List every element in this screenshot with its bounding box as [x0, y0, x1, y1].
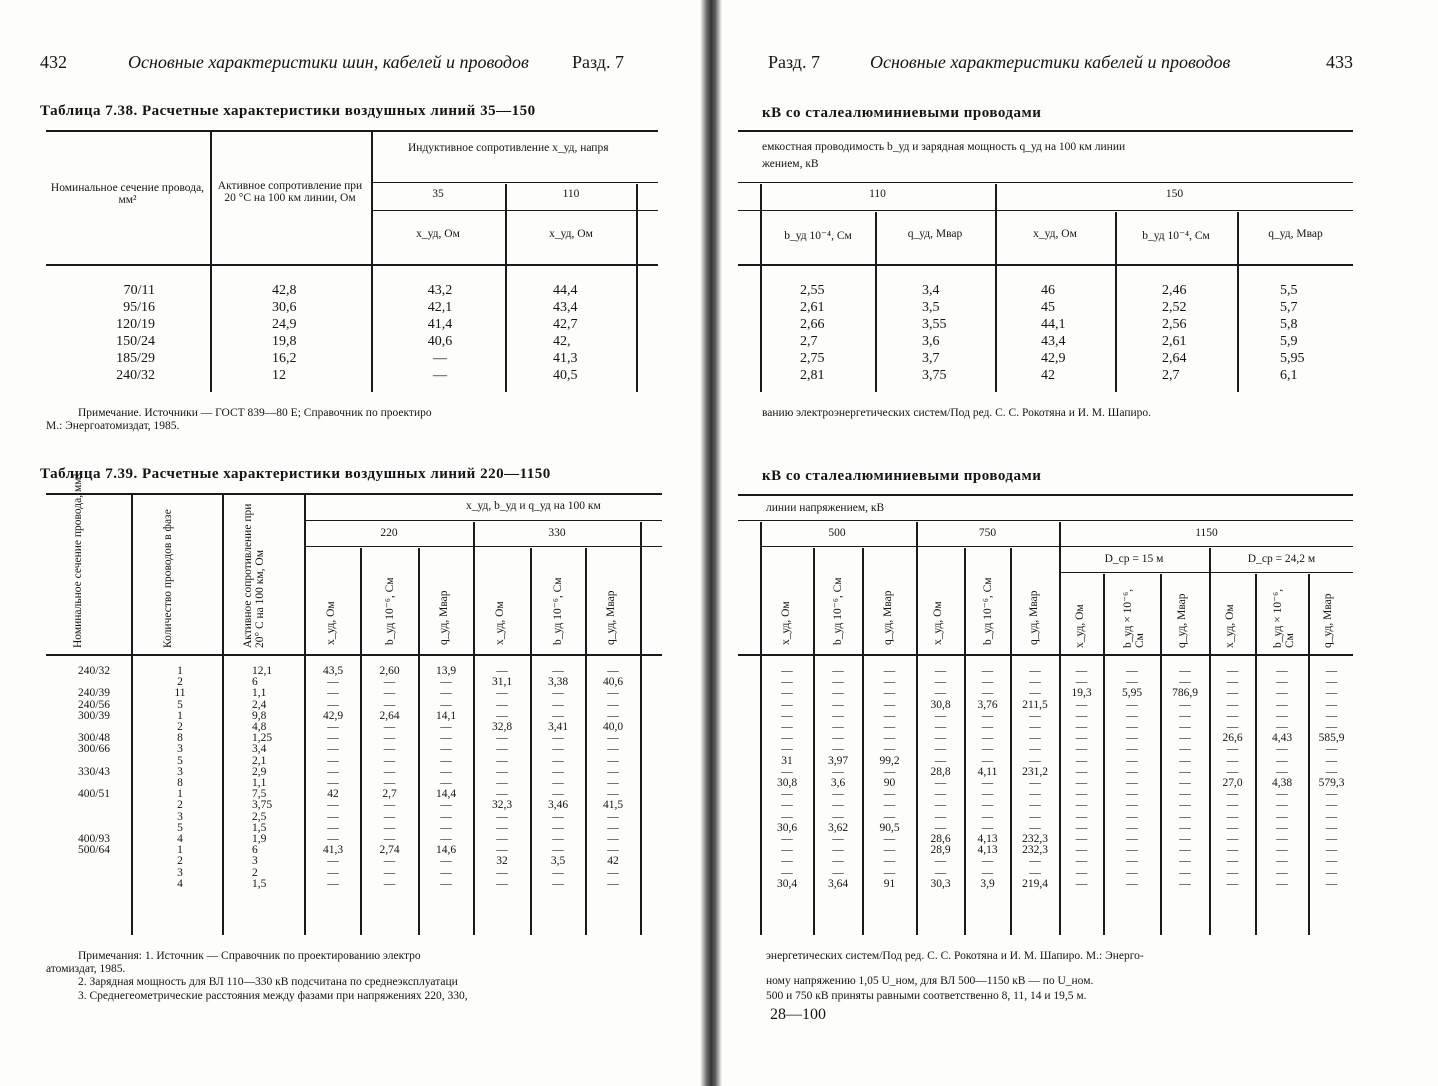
t739-col-220q: 13,9 — — — 14,1 — — — — — — 14,4 — — — — 14,6 — — — [435, 665, 457, 890]
t739r-h-750q: q_уд, Мвар [1028, 590, 1040, 645]
t738r-h-b150: b_уд 10⁻⁴, См [1142, 230, 1210, 242]
t739-h-220: 220 [380, 527, 398, 539]
t738-note-2: М.: Энергоатомиздат, 1985. [46, 420, 180, 432]
t739-col-resist: 12,1 6 1,1 2,4 9,8 4,8 1,25 3,4 2,1 2,9 1,1 7,5 3,75 2,5 1,5 1,9 6 3 2 1,5 [252, 665, 273, 890]
t738-h-110: 110 [562, 188, 580, 200]
t738-note: Примечание. Источники — ГОСТ 839—80 Е; Справочник по проектиро [78, 407, 432, 419]
t738r-h-x150: x_уд, Ом [1033, 228, 1077, 240]
t739-col-section: 240/32 240/39 240/56 300/39 300/48 300/66 330/43 400/51 400/93 500/64 [78, 665, 110, 857]
t738-col-110: 44,4 43,4 42,7 42, 41,3 40,5 [553, 283, 578, 383]
t739-h-220q: q_уд, Мвар [438, 590, 450, 645]
t739-note-3: 3. Среднегеометрические расстояния между фазами при напряжениях 220, 330, [78, 990, 468, 1002]
t739r-h-d15: D_ср = 15 м [1104, 553, 1164, 565]
t739r-col-750q: — — — 211,5 — — — — — 231,2 — — — — — 232,3 232,3 — — 219,4 [1022, 665, 1048, 890]
table-739-caption: Таблица 7.39. Расчетные характеристики воздушных линий 220—1150 [40, 466, 551, 482]
t738-col-section: 70/11 95/16 120/19 150/24 185/29 240/32 [116, 283, 155, 383]
t738-h-xud-110: x_уд, Ом [549, 228, 593, 240]
book-spine [700, 0, 722, 1086]
t739r-h-750: 750 [978, 527, 997, 539]
t739r-col-15b: — — 5,95 — — — — — — — — — — — — — — — — — [1121, 665, 1143, 890]
t739r-col-24q: — — — — — — 585,9 — — — 579,3 — — — — — — — — — [1318, 665, 1345, 890]
t739-h-group: x_уд, b_уд и q_уд на 100 км [466, 500, 601, 512]
t739-col-330b: — 3,38 — — — 3,41 — — — — — — 3,46 — — — — 3,5 — — [547, 665, 569, 890]
section-right: Разд. 7 [768, 52, 820, 72]
table-739-caption-right: кВ со сталеалюминиевыми проводами [762, 468, 1042, 484]
t738r-h-150: 150 [1165, 188, 1184, 200]
t739r-col-500b: — — — — — — — — 3,97 — 3,6 — — — 3,62 — — — — 3,64 [827, 665, 849, 890]
t739r-h-1150: 1150 [1195, 527, 1218, 539]
t739r-col-15q: — — 786,9 — — — — — — — — — — — — — — — — — [1172, 665, 1198, 890]
t738-col-resist: 42,8 30,6 24,9 19,8 16,2 12 [272, 283, 297, 383]
t739-h-330b: b_уд 10⁻⁶, См [552, 577, 564, 645]
t738r-col-b110: 2,55 2,61 2,66 2,7 2,75 2,81 [800, 283, 825, 383]
table-738-caption: Таблица 7.38. Расчетные характеристики воздушных линий 35—150 [40, 103, 536, 119]
t739-col-count: 1 2 11 5 1 2 8 3 5 3 8 1 2 3 5 4 1 2 3 4 [174, 665, 186, 890]
t739r-note-3: 500 и 750 кВ приняты равными соответственно 8, 11, 14 и 19,5 м. [766, 990, 1087, 1002]
t738r-col-q110: 3,4 3,5 3,55 3,6 3,7 3,75 [922, 283, 947, 383]
t738-col-35: 43,2 42,1 41,4 40,6 — — [427, 283, 453, 383]
t738r-note: ванию электроэнергетических систем/Под ред. С. С. Рокотяна и И. М. Шапиро. [762, 407, 1152, 419]
t738-h-35: 35 [432, 188, 444, 200]
page-number-right: 433 [1326, 52, 1353, 72]
t739r-note-2: ному напряжению 1,05 U_ном, для ВЛ 500—1150 кВ — по U_ном. [766, 975, 1094, 987]
t738r-col-q150: 5,5 5,7 5,8 5,9 5,95 6,1 [1280, 283, 1305, 383]
t738-h-resist: Активное сопротивление при 20 °С на 100 км линии, Ом [217, 180, 363, 204]
t739-col-220b: 2,60 — — — 2,64 — — — — — — 2,7 — — — — 2,74 — — — [379, 665, 400, 890]
t738r-h-110: 110 [869, 188, 886, 200]
t739r-h-top: линии напряжением, кВ [766, 502, 885, 514]
page-number-left: 432 [40, 52, 67, 72]
t738-h-xud-35: x_уд, Ом [416, 228, 460, 240]
t739-h-count: Количество проводов в фазе [162, 509, 174, 648]
t739-h-330x: x_уд, Ом [494, 601, 506, 645]
t738r-h-top2: жением, кВ [762, 158, 819, 170]
t739-col-330q: — 40,6 — — — 40,0 — — — — — — 41,5 — — — — 42 — — [602, 665, 624, 890]
t739r-col-24b: — — — — — — 4,43 — — — 4,38 — — — — — — — — — [1271, 665, 1293, 890]
t738-h-section: Номинальное сечение провода, мм² [50, 182, 205, 206]
t739r-h-500x: x_уд, Ом [780, 601, 792, 645]
t739r-col-24x: — — — — — — 26,6 — — — 27,0 — — — — — — — — — [1222, 665, 1243, 890]
t739r-h-24q: q_уд, Мвар [1322, 593, 1334, 648]
t739-note-1b: атомиздат, 1985. [46, 963, 126, 975]
t739-col-330x: — 31,1 — — — 32,8 — — — — — — 32,3 — — — — 32 — — [491, 665, 513, 890]
t738r-h-top: емкостная проводимость b_уд и зарядная мощность q_уд на 100 км линии [762, 141, 1126, 153]
t739r-col-750b: — — — 3,76 — — — — — 4,11 — — — — — 4,13 4,13 — — 3,9 [977, 665, 998, 890]
t739r-col-15x: — — 19,3 — — — — — — — — — — — — — — — — — [1071, 665, 1092, 890]
t739-h-220x: x_уд, Ом [325, 601, 337, 645]
running-title-right: Основные характеристики кабелей и проводов [870, 52, 1231, 72]
section-left: Разд. 7 [572, 52, 624, 72]
t739r-col-500x: — — — — — — — — 31 — 30,8 — — — 30,6 — — — — 30,4 [776, 665, 798, 890]
t739r-h-500q: q_уд, Мвар [882, 590, 894, 645]
t739-h-220b: b_уд 10⁻⁶, См [384, 577, 396, 645]
t738r-col-x150: 46 45 44,1 43,4 42,9 42 [1041, 283, 1066, 383]
t738r-col-b150: 2,46 2,52 2,56 2,61 2,64 2,7 [1162, 283, 1187, 383]
t739r-h-750b: b_уд 10⁻⁶, См [982, 577, 994, 645]
t739-h-330q: q_уд, Мвар [605, 590, 617, 645]
t739r-h-d242: D_ср = 24,2 м [1247, 553, 1316, 565]
t738r-h-q110: q_уд, Мвар [907, 228, 963, 240]
t739r-h-500b: b_уд 10⁻⁶, См [832, 577, 844, 645]
running-title-left: Основные характеристики шин, кабелей и проводов [128, 52, 529, 72]
t739r-note-1: энергетических систем/Под ред. С. С. Рокотяна и И. М. Шапиро. М.: Энерго- [766, 950, 1144, 962]
t739r-h-15b: b_уд × 10⁻⁶, См [1122, 588, 1146, 648]
t739-note-1: Примечания: 1. Источник — Справочник по проектированию электро [78, 950, 421, 962]
t739r-col-500q: — — — — — — — — 99,2 — 90 — — — 90,5 — — — — 91 [879, 665, 900, 890]
signature-mark: 28—100 [770, 1006, 826, 1023]
t738r-h-q150: q_уд, Мвар [1268, 228, 1323, 240]
t739r-h-24b: b_уд × 10⁻⁶, См [1272, 588, 1296, 648]
t738-h-induct: Индуктивное сопротивление x_уд, напря [408, 142, 609, 154]
table-738-caption-right: кВ со сталеалюминиевыми проводами [762, 105, 1042, 121]
t739-h-330: 330 [548, 527, 566, 539]
t739r-h-750x: x_уд, Ом [932, 601, 944, 645]
t739-col-220x: 43,5 — — — 42,9 — — — — — — 42 — — — — 41,3 — — — [322, 665, 344, 890]
t739-h-section: Номинальное сечение провода, мм² [72, 473, 84, 648]
t739r-h-15x: x_уд, Ом [1074, 604, 1086, 648]
t738r-h-b110: b_уд 10⁻⁴, См [784, 230, 852, 242]
t739-note-2: 2. Зарядная мощность для ВЛ 110—330 кВ подсчитана по среднеэксплуатаци [78, 976, 458, 988]
t739r-h-500: 500 [828, 527, 846, 539]
t739r-h-15q: q_уд, Мвар [1176, 593, 1188, 648]
t739-h-resist: Активное сопротивление при 20° С на 100 км, Ом [242, 503, 266, 648]
t739r-h-24x: x_уд, Ом [1224, 604, 1236, 648]
t739r-col-750x: — — — 30,8 — — — — — 28,8 — — — — — 28,6 28,9 — — 30,3 [930, 665, 951, 890]
